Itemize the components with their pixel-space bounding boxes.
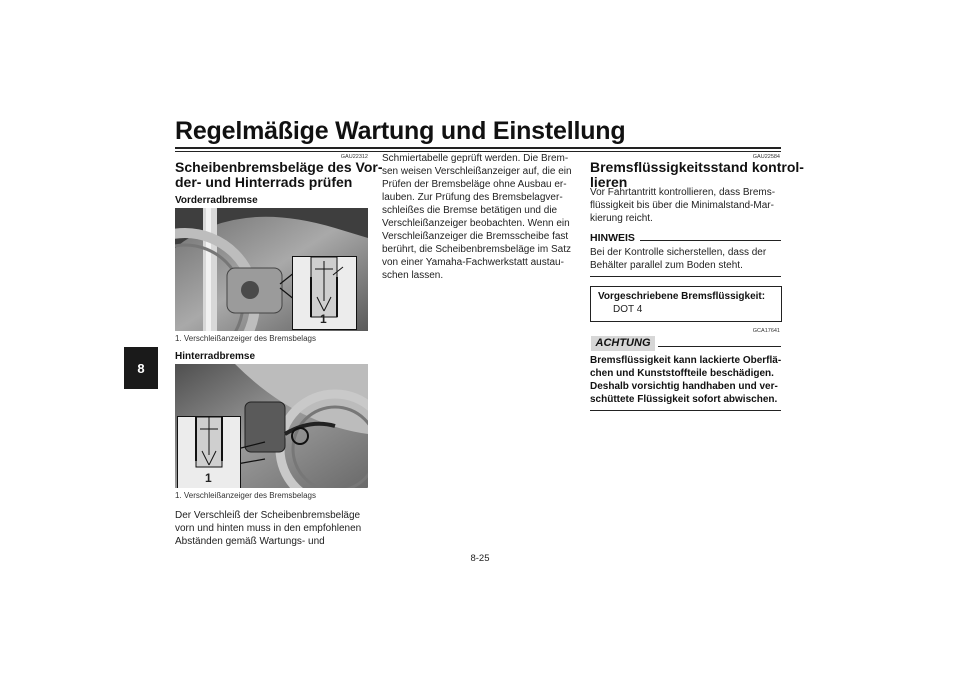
rear-figure-caption: 1. Verschleißanzeiger des Bremsbelags xyxy=(175,491,316,500)
header-rule xyxy=(175,147,781,149)
text-line: kierung reicht. xyxy=(590,213,653,224)
achtung-rule xyxy=(658,346,781,347)
hinweis-end-rule xyxy=(590,276,781,277)
text-line: Behälter parallel zum Boden steht. xyxy=(590,260,743,271)
chapter-tab: 8 xyxy=(124,347,158,389)
text-line: Verschleißanzeiger beobachten. Wenn ein xyxy=(382,218,570,229)
rear-brake-photo xyxy=(175,364,368,488)
text-line: Bei der Kontrolle sicherstellen, dass der xyxy=(590,247,767,258)
text-line: chen und Kunststoffteile beschädigen. xyxy=(590,368,774,379)
text-line: Deshalb vorsichtig handhaben und ver- xyxy=(590,381,778,392)
heading-line: Bremsflüssigkeitsstand kontrol- xyxy=(590,159,804,175)
text-line: schüttete Flüssigkeit sofort abwischen. xyxy=(590,394,778,405)
achtung-text xyxy=(590,354,785,406)
text-line: Schmiertabelle geprüft werden. Die Brem- xyxy=(382,153,569,164)
achtung-badge: ACHTUNG xyxy=(591,336,655,351)
text-line: lauben. Zur Prüfung des Bremsbelagver- xyxy=(382,192,563,203)
brake-fluid-intro xyxy=(590,186,785,225)
front-figure-caption: 1. Verschleißanzeiger des Bremsbelags xyxy=(175,334,316,343)
hinweis-rule xyxy=(640,240,781,241)
text-line: berührt, die Scheibenbremsbeläge im Satz xyxy=(382,244,571,255)
section-code: GAU22312 xyxy=(340,154,368,160)
rear-inset-detail xyxy=(177,416,241,488)
spec-value: DOT 4 xyxy=(613,304,643,315)
text-line: Der Verschleiß der Scheibenbremsbeläge xyxy=(175,510,361,521)
heading-line: der- und Hinterrads prüfen xyxy=(175,174,353,190)
text-line: Prüfen der Bremsbeläge ohne Ausbau er- xyxy=(382,179,567,190)
page-header-title: Regelmäßige Wartung und Einstellung xyxy=(175,117,626,145)
text-line: schleißes die Bremse betätigen und die xyxy=(382,205,558,216)
front-brake-photo xyxy=(175,208,368,331)
text-line: sen weisen Verschleißanzeiger auf, die ein xyxy=(382,166,572,177)
rear-brake-label: Hinterradbremse xyxy=(175,351,256,362)
text-line: von einer Yamaha-Fachwerkstatt austau- xyxy=(382,257,564,268)
text-line: Abständen gemäß Wartungs- und xyxy=(175,536,325,547)
page-number: 8-25 xyxy=(470,553,490,564)
front-brake-label: Vorderradbremse xyxy=(175,195,258,206)
text-line: vorn und hinten muss in den empfohlenen xyxy=(175,523,362,534)
section-heading-brake-pads xyxy=(175,160,382,190)
front-inset-detail xyxy=(292,256,357,330)
middle-body-text xyxy=(382,152,582,282)
heading-line: lieren xyxy=(590,174,628,190)
hinweis-label: HINWEIS xyxy=(590,232,635,244)
text-line: flüssigkeit bis über die Minimalstand-Mar- xyxy=(590,200,774,211)
heading-line: Scheibenbremsbeläge des Vor- xyxy=(175,159,383,175)
section-code: GAU22584 xyxy=(752,154,780,160)
text-line: Bremsflüssigkeit kann lackierte Oberflä- xyxy=(590,355,782,366)
spec-label: Vorgeschriebene Bremsflüssigkeit: xyxy=(598,291,766,302)
text-line: schen lassen. xyxy=(382,270,444,281)
spec-box xyxy=(590,286,782,322)
figure-callout: 1 xyxy=(205,471,212,485)
left-body-text xyxy=(175,509,375,548)
text-line: Verschleißanzeiger die Bremsscheibe fast xyxy=(382,231,569,242)
achtung-code: GCA17641 xyxy=(752,328,780,334)
hinweis-text xyxy=(590,246,785,272)
achtung-end-rule xyxy=(590,410,781,411)
figure-callout: 1 xyxy=(320,312,327,326)
text-line: Vor Fahrtantritt kontrollieren, dass Brems- xyxy=(590,187,776,198)
